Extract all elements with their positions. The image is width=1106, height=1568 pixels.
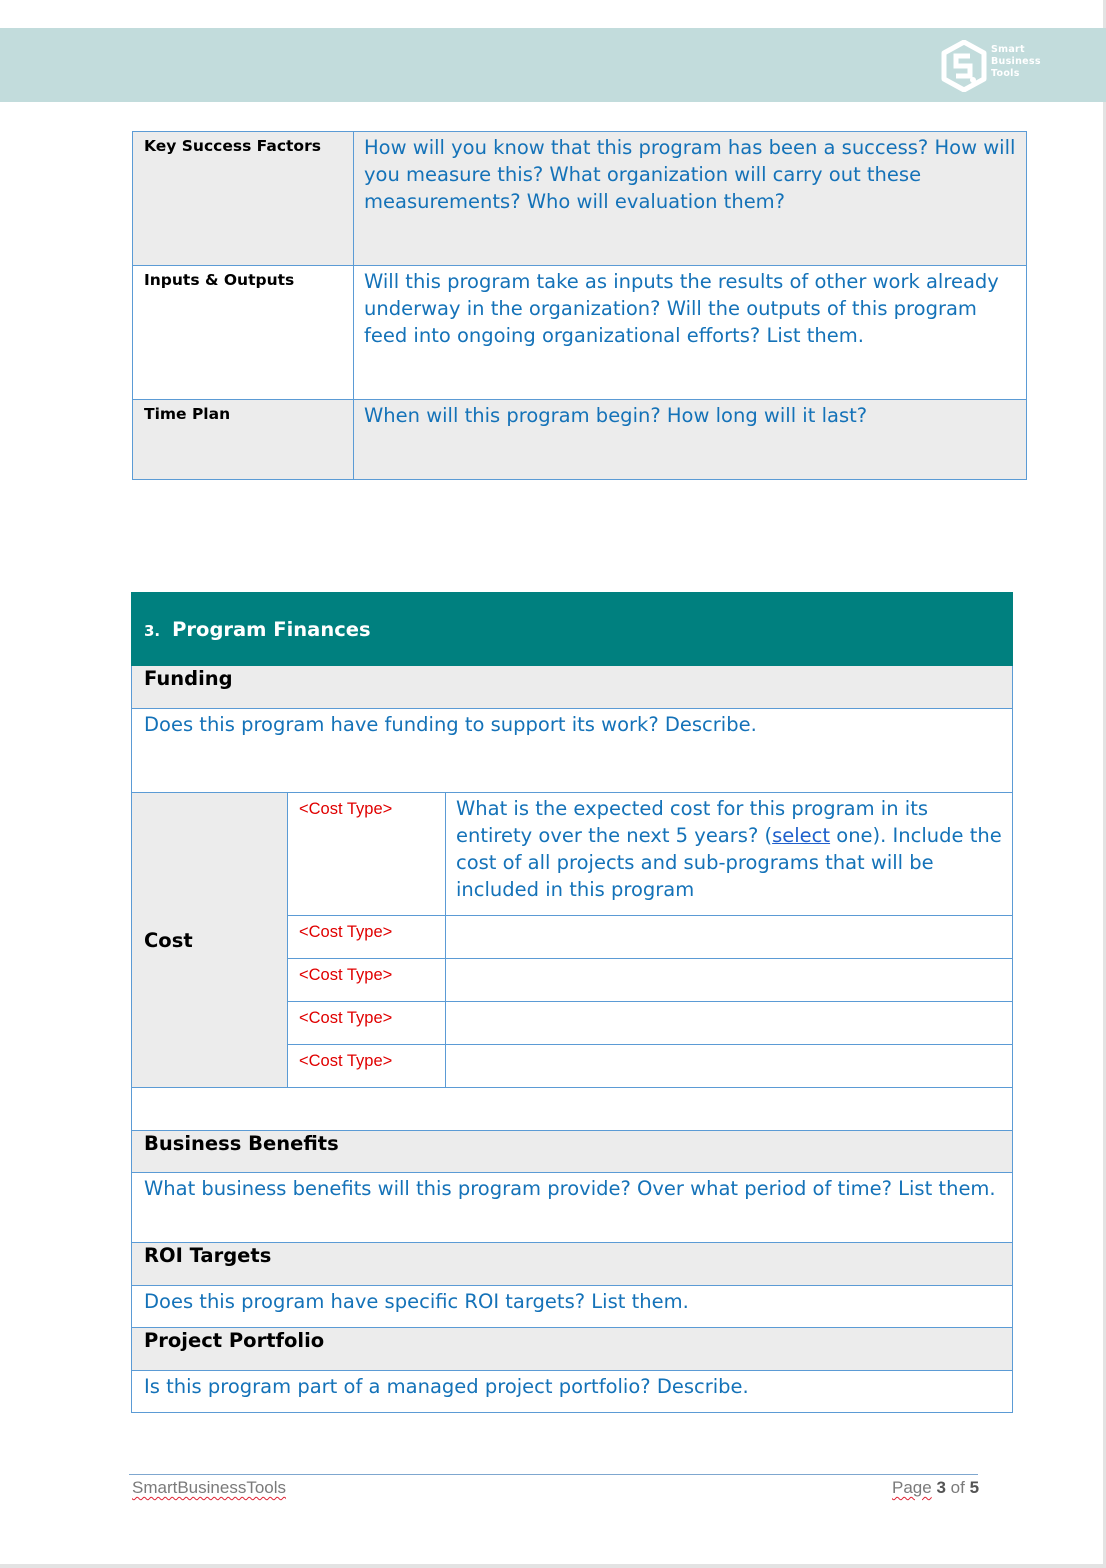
- empty-cell[interactable]: [132, 1088, 1013, 1131]
- cost-type-field[interactable]: <Cost Type>: [288, 1002, 446, 1045]
- cost-value-field[interactable]: [446, 1045, 1013, 1088]
- program-details-table: [132, 131, 1027, 480]
- page-current: 3: [936, 1478, 946, 1497]
- logo-line: Tools: [991, 68, 1020, 79]
- logo-text: [991, 44, 1041, 80]
- page-total: 5: [969, 1478, 980, 1497]
- roi-heading: ROI Targets: [132, 1243, 1013, 1286]
- funding-text[interactable]: Does this program have funding to support its work? Describe.: [132, 709, 1013, 793]
- roi-text[interactable]: Does this program have specific ROI targets? List them.: [132, 1286, 1013, 1328]
- row-label: Inputs & Outputs: [133, 266, 354, 400]
- page-of: of: [950, 1478, 965, 1497]
- section-title: [132, 593, 1013, 666]
- table-row: [132, 1371, 1013, 1413]
- table-row: [132, 709, 1013, 793]
- funding-heading: Funding: [132, 666, 1013, 709]
- portfolio-heading: Project Portfolio: [132, 1328, 1013, 1371]
- cost-value-field[interactable]: [446, 959, 1013, 1002]
- program-finances-table: [131, 592, 1013, 1413]
- page-number: [892, 1478, 979, 1498]
- page-edge: [0, 1564, 1106, 1568]
- select-link[interactable]: select: [772, 824, 831, 847]
- cost-value-field[interactable]: [446, 916, 1013, 959]
- table-row: [132, 666, 1013, 709]
- cost-type-field[interactable]: <Cost Type>: [288, 1045, 446, 1088]
- cost-type-field[interactable]: <Cost Type>: [288, 959, 446, 1002]
- cost-label: Cost: [132, 793, 288, 1088]
- table-row: [132, 1243, 1013, 1286]
- row-value[interactable]: How will you know that this program has been a success? How will you measure this? What organization will carry out these measurements? Who will evaluation them?: [354, 132, 1027, 266]
- cost-value-field[interactable]: [446, 1002, 1013, 1045]
- table-row: [132, 1286, 1013, 1328]
- footer-company: SmartBusinessTools: [132, 1478, 287, 1497]
- row-value[interactable]: Will this program take as inputs the results of other work already underway in the organization? Will the outputs of this program feed into ongoing organizational efforts? List them.: [354, 266, 1027, 400]
- row-value[interactable]: When will this program begin? How long will it last?: [354, 400, 1027, 480]
- section-number: 3.: [144, 621, 161, 640]
- table-row: [132, 1131, 1013, 1173]
- table-row: [133, 400, 1027, 480]
- footer-divider: [129, 1474, 978, 1475]
- spacer-row: [132, 1088, 1013, 1131]
- table-row: [133, 132, 1027, 266]
- section-title-text: Program Finances: [172, 617, 371, 641]
- table-row: [132, 1328, 1013, 1371]
- cost-description[interactable]: [446, 793, 1013, 916]
- section-title-row: [132, 593, 1013, 666]
- benefits-heading: Business Benefits: [132, 1131, 1013, 1173]
- row-label: Key Success Factors: [133, 132, 354, 266]
- page-word: Page: [892, 1478, 932, 1497]
- cube-logo-icon: [940, 40, 988, 92]
- benefits-text[interactable]: What business benefits will this program provide? Over what period of time? List them.: [132, 1173, 1013, 1243]
- cost-type-field[interactable]: <Cost Type>: [288, 916, 446, 959]
- portfolio-text[interactable]: Is this program part of a managed project portfolio? Describe.: [132, 1371, 1013, 1413]
- cost-desc-text: What is the expected cost for this program in its entirety over the next 5 years? (: [456, 797, 928, 847]
- company-logo: [940, 40, 1050, 92]
- logo-line: Business: [991, 56, 1041, 67]
- row-label: Time Plan: [133, 400, 354, 480]
- table-row: [133, 266, 1027, 400]
- cost-type-field[interactable]: <Cost Type>: [288, 793, 446, 916]
- cost-desc-text: one). Include the cost of all projects and sub-programs that will be included in this program: [456, 824, 1002, 901]
- table-row: [132, 1173, 1013, 1243]
- logo-line: Smart: [991, 44, 1025, 55]
- cost-row: [132, 793, 1013, 916]
